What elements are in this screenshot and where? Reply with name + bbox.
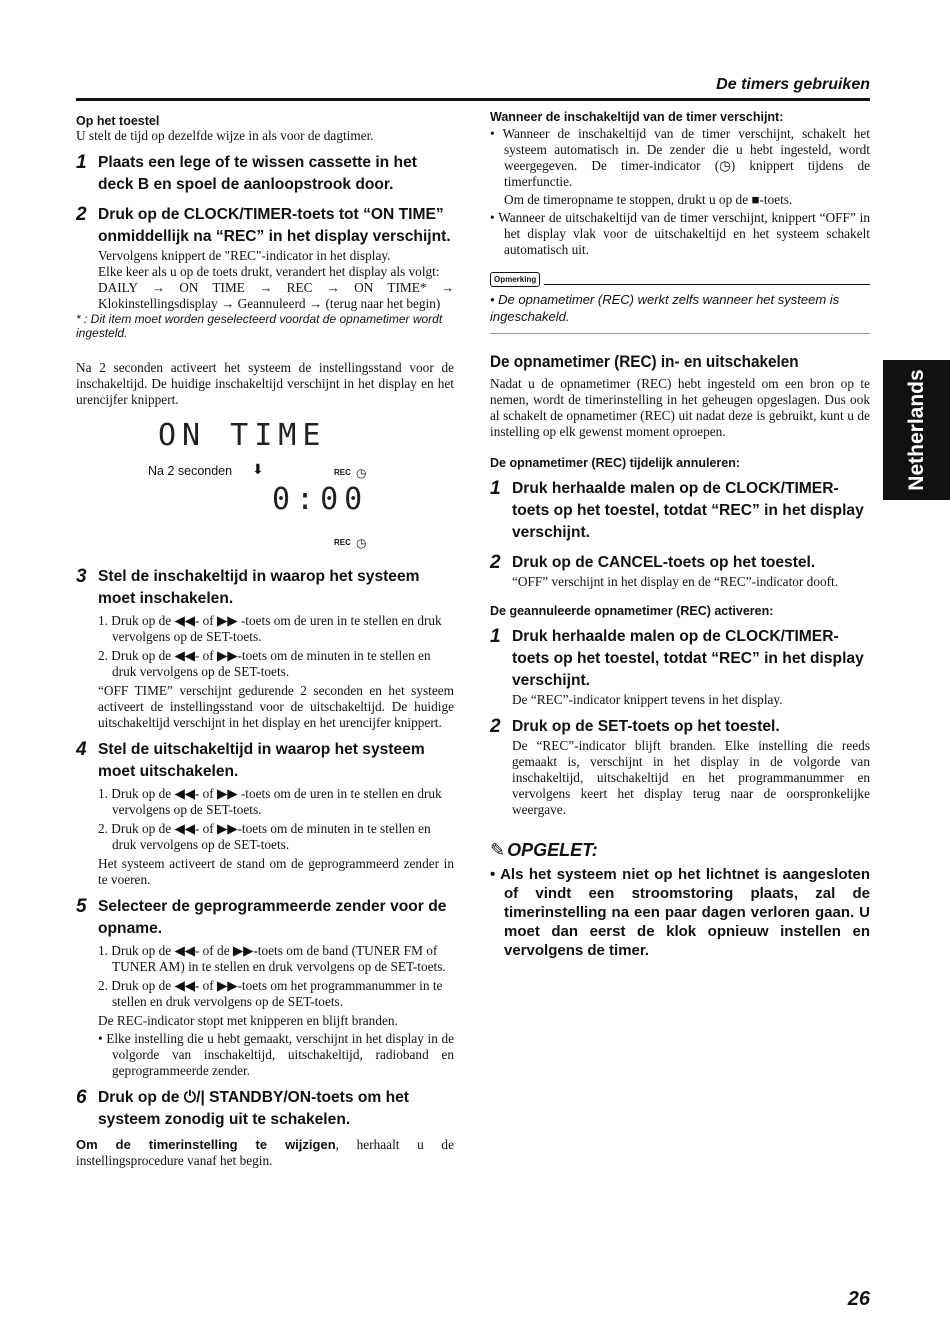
bullet-text: • Elke instelling die u hebt gemaakt, verschijnt in het display in de volgorde van inschakeltijd, uitschakeltijd, radioband en geprogrammeerde zender.: [98, 1031, 454, 1078]
sub-instruction: 1. Druk op de ◀◀- of de ▶▶-toets om de band (TUNER FM of TUNER AM) in te stellen en druk vervolgens op de SET-toets.: [98, 943, 446, 974]
step-number: 1: [490, 626, 501, 647]
step-2: [76, 204, 454, 248]
right-column: [490, 110, 870, 960]
step-number: 1: [76, 152, 87, 173]
step-text: Het systeem activeert de stand om de geprogrammeerd zender in te voeren.: [98, 856, 454, 887]
divider: [490, 333, 870, 334]
activate-step-1: [490, 626, 870, 692]
step-3: [76, 566, 454, 610]
step-number: 2: [490, 716, 501, 737]
lcd-on-time: ON TIME: [158, 418, 327, 453]
cancel-step-1: [490, 478, 870, 544]
sub-instruction: 2. Druk op de ◀◀- of ▶▶-toets om de minuten in te stellen en druk vervolgens op de SET-toets.: [98, 821, 431, 852]
step-number: 1: [490, 478, 501, 499]
step-text: De “REC”-indicator knippert tevens in het display.: [512, 692, 783, 707]
note-rule: [544, 284, 870, 285]
step-title: Druk op de SET-toets op het toestel.: [512, 718, 780, 735]
sub-instruction: 1. Druk op de ◀◀- of ▶▶ -toets om de uren in te stellen en druk vervolgens op de SET-toets.: [98, 786, 442, 817]
closing-text: [76, 1137, 454, 1169]
step-text: “OFF” verschijnt in het display en de “REC”-indicator dooft.: [512, 574, 839, 589]
bullet-continuation: Om de timeropname te stoppen, drukt u op de ■-toets.: [504, 192, 793, 207]
sub-instruction: 2. Druk op de ◀◀- of ▶▶-toets om de minuten in te stellen en druk vervolgens op de SET-toets.: [98, 648, 431, 679]
step-title: Druk op de ⏻/| STANDBY/ON-toets om het systeem zonodig uit te schakelen.: [98, 1089, 409, 1128]
step-4: [76, 739, 454, 783]
language-tab-label: Netherlands: [904, 369, 928, 491]
caution-icon: ✎: [490, 840, 506, 860]
caution-text: • Als het systeem niet op het lichtnet is aangesloten of vindt een stroomstoring plaats, zal de timerinstelling na een paar dagen verloren gaan. U moet dan eerst de klok opnieuw instellen en vervolgens de timer.: [490, 866, 870, 959]
step-text: Vervolgens knippert de "REC"-indicator in het display.: [98, 248, 391, 263]
bullet-text: • Wanneer de uitschakeltijd van de timer verschijnt, knippert “OFF” in het display vlak voor de uitschakeltijd en het systeem schakelt automatisch uit.: [490, 210, 870, 257]
bullet-text: • Wanneer de inschakeltijd van de timer verschijnt, schakelt het systeem automatisch in. De zender die u hebt ingesteld, wordt weergegeven. De timer-indicator (◷) knippert tijdens de timerfunctie.: [490, 126, 870, 189]
header-rule: [76, 98, 870, 101]
arrow-down-icon: ⬇: [252, 463, 264, 478]
step-number: 2: [490, 552, 501, 573]
step-text: De REC-indicator stopt met knipperen en blijft branden.: [98, 1013, 398, 1028]
timer-icon: ◷: [356, 536, 367, 550]
rec-indicator: REC: [334, 468, 351, 477]
lcd-time: 0:00: [272, 482, 369, 517]
caution-title: OPGELET:: [507, 840, 598, 860]
step-title: Stel de uitschakeltijd in waarop het systeem moet uitschakelen.: [98, 741, 425, 780]
display-sequence: DAILY → ON TIME → REC → ON TIME* → Klokinstellingsdisplay → Geannuleerd → (terug naar het begin): [98, 280, 454, 311]
timer-icon: ◷: [356, 466, 367, 480]
closing-rest: , herhaalt u de instellingsprocedure vanaf het begin.: [76, 1137, 454, 1168]
step-title: Plaats een lege of te wissen cassette in het deck B en spoel de aanloopstrook door.: [98, 154, 417, 193]
step-title: Selecteer de geprogrammeerde zender voor de opname.: [98, 898, 447, 937]
section-title: De opnametimer (REC) in- en uitschakelen: [490, 352, 799, 371]
sub-instruction: 1. Druk op de ◀◀- of ▶▶ -toets om de uren in te stellen en druk vervolgens op de SET-toets.: [98, 613, 442, 644]
note-header: [490, 272, 870, 287]
step-title: Druk op de CANCEL-toets op het toestel.: [512, 554, 816, 571]
sub-instruction: 2. Druk op de ◀◀- of ▶▶-toets om het programmanummer in te stellen en druk vervolgens op de SET-toets.: [98, 978, 443, 1009]
rec-indicator: REC: [334, 538, 351, 547]
step-number: 6: [76, 1087, 87, 1108]
step-number: 3: [76, 566, 87, 587]
step-number: 2: [76, 204, 87, 225]
subheading-cancel: De opnametimer (REC) tijdelijk annuleren:: [490, 456, 741, 470]
section-text: Nadat u de opnametimer (REC) hebt ingesteld om een bron op te nemen, wordt de timerinstelling in het geheugen opgeslagen. Dus ook al schakelt de opnametimer (REC) uit nadat deze is gebruikt, kunt u de instelling op elk gewenst moment oproepen.: [490, 376, 870, 439]
step-6: [76, 1087, 454, 1131]
step-text: “OFF TIME” verschijnt gedurende 2 seconden en het systeem activeert de instellingsstand voor de uitschakeltijd. De huidige uitschakeltijd verschijnt in het display en het urencijfer knippert.: [98, 683, 454, 730]
step-1: [76, 152, 454, 196]
note-text: • De opnametimer (REC) werkt zelfs wanneer het systeem is ingeschakeld.: [490, 292, 840, 324]
step-title: Druk herhaalde malen op de CLOCK/TIMER-toets op het toestel, totdat “REC” in het display verschijnt.: [512, 480, 864, 541]
intro-text: U stelt de tijd op dezelfde wijze in als voor de dagtimer.: [76, 128, 374, 143]
step-number: 5: [76, 896, 87, 917]
step-title: Stel de inschakeltijd in waarop het systeem moet inschakelen.: [98, 568, 420, 607]
step-text: Elke keer als u op de toets drukt, verandert het display als volgt:: [98, 264, 440, 279]
step-text: De “REC”-indicator blijft branden. Elke instelling die reeds gemaakt is, verschijnt in het display in de volgorde van inschakeltijd, uitschakeltijd en het programmanummer en vervolgens keert het display terug naar de oorspronkelijke weergave.: [512, 738, 870, 817]
step-number: 4: [76, 739, 87, 760]
activate-step-2: [490, 716, 870, 738]
closing-bold: Om de timerinstelling te wijzigen: [76, 1137, 336, 1152]
subheading-activate: De geannuleerde opnametimer (REC) activeren:: [490, 604, 774, 618]
step-title: Druk op de CLOCK/TIMER-toets tot “ON TIME” onmiddellijk na “REC” in het display verschijnt.: [98, 206, 451, 245]
page-number: 26: [847, 1288, 870, 1310]
language-tab: [883, 360, 950, 500]
caution-header: [490, 840, 870, 861]
subheading-timer-on: Wanneer de inschakeltijd van de timer verschijnt:: [490, 110, 784, 124]
running-header: De timers gebruiken: [716, 76, 870, 93]
step-5: [76, 896, 454, 940]
cancel-step-2: [490, 552, 870, 574]
footnote: * : Dit item moet worden geselecteerd voordat de opnametimer wordt ingesteld.: [76, 312, 443, 340]
display-illustration: [76, 408, 454, 558]
note-icon: Opmerking: [490, 272, 540, 287]
subheading-on-device: Op het toestel: [76, 114, 160, 128]
after-step-text: Na 2 seconden activeert het systeem de instellingsstand voor de inschakeltijd. De huidige inschakeltijd verschijnt in het display en het urencijfer knippert.: [76, 360, 454, 407]
step-title: Druk herhaalde malen op de CLOCK/TIMER-toets op het toestel, totdat “REC” in het display verschijnt.: [512, 628, 864, 689]
caption-after-2s: Na 2 seconden: [148, 464, 233, 478]
left-column: [76, 114, 454, 1169]
